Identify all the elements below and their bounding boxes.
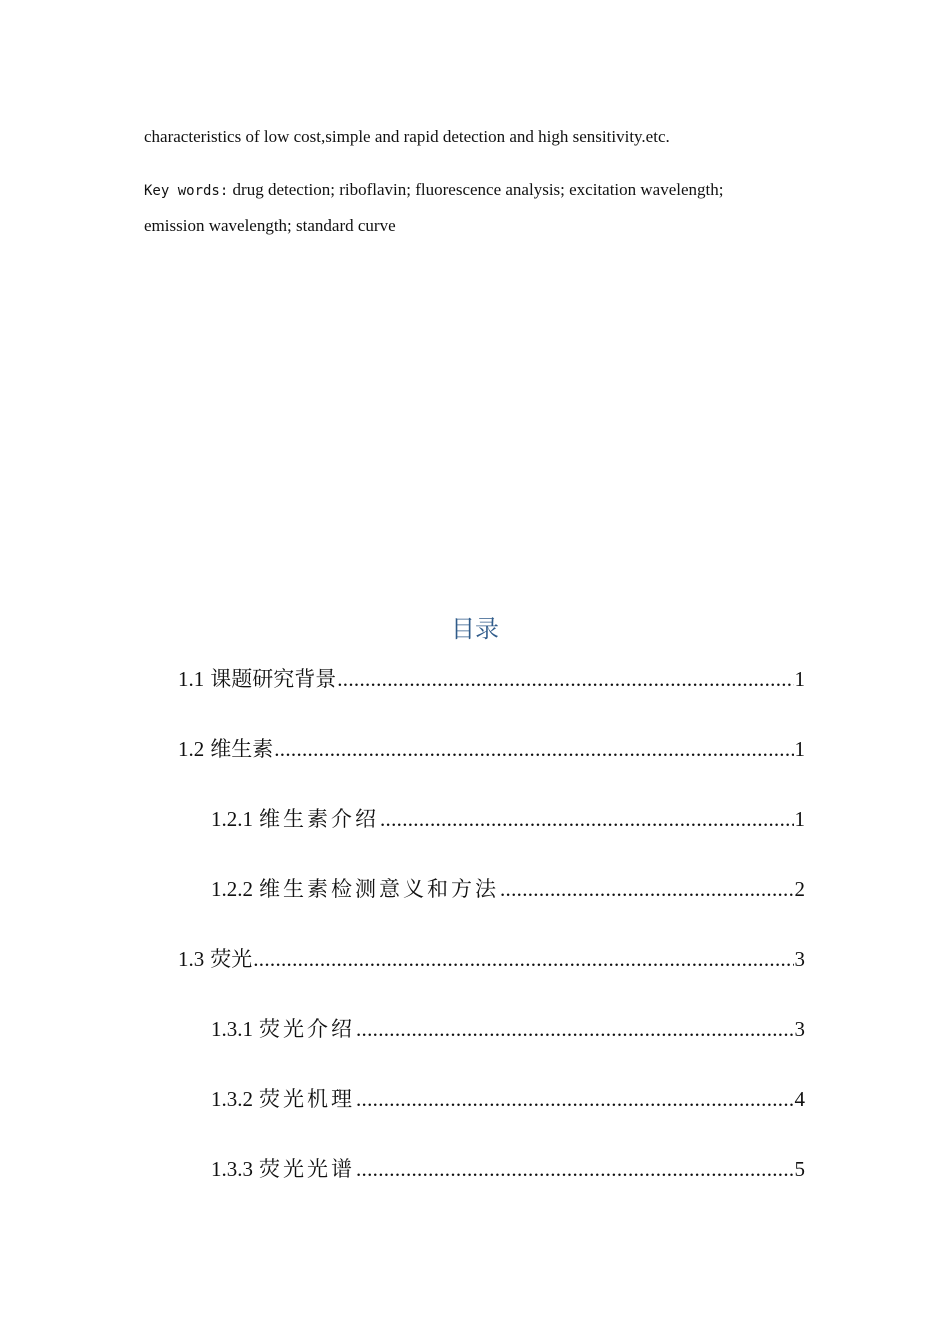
toc-dot-leader	[356, 1085, 794, 1113]
toc-entry-number: 1.2.1	[211, 807, 253, 831]
abstract-text-line: characteristics of low cost,simple and rapid detection and high sensitivity.etc.	[144, 127, 670, 146]
toc-dot-leader	[253, 945, 793, 973]
toc-entry-page: 3	[794, 1017, 805, 1041]
toc-title: 目录	[451, 615, 499, 643]
toc-entry-number: 1.2.2	[211, 877, 253, 901]
toc-entry-number: 1.3.3	[211, 1157, 253, 1181]
toc-entry-number: 1.3.1	[211, 1017, 253, 1041]
keywords-line	[144, 180, 724, 201]
toc-entry-number: 1.1	[178, 667, 205, 691]
toc-entry-title: 荧光介绍	[259, 1017, 355, 1041]
toc-entry-page: 1	[794, 737, 805, 761]
toc-dot-leader	[356, 1015, 794, 1043]
toc-entry-number: 1.3	[178, 947, 205, 971]
toc-entry[interactable]	[178, 945, 805, 973]
keywords-text: drug detection; riboflavin; fluorescence analysis; excitation wavelength;	[232, 180, 724, 199]
toc-dot-leader	[337, 665, 793, 693]
toc-entry[interactable]	[211, 805, 805, 833]
toc-entry-title: 荧光光谱	[259, 1157, 355, 1181]
toc-entry-title: 荧光机理	[259, 1087, 355, 1111]
toc-entry[interactable]	[178, 735, 805, 763]
toc-entry[interactable]	[211, 875, 805, 903]
toc-entry-number: 1.2	[178, 737, 205, 761]
toc-entry[interactable]	[178, 665, 805, 693]
toc-entry-page: 3	[794, 947, 805, 971]
toc-entry-number: 1.3.2	[211, 1087, 253, 1111]
toc-entry-page: 4	[794, 1087, 805, 1111]
toc-entry-title: 课题研究背景	[210, 667, 337, 691]
toc-entry-page: 2	[794, 877, 805, 901]
toc-entry-title: 维生素检测意义和方法	[259, 877, 499, 901]
toc-entry-title: 荧光	[210, 947, 253, 971]
toc-dot-leader	[274, 735, 793, 763]
keywords-label: Key words:	[144, 183, 229, 199]
toc-entry[interactable]	[211, 1085, 805, 1113]
toc-entry-title: 维生素介绍	[259, 807, 379, 831]
toc-entry[interactable]	[211, 1015, 805, 1043]
toc-entry-title: 维生素	[210, 737, 274, 761]
toc-dot-leader	[500, 875, 794, 903]
keywords-continuation: emission wavelength; standard curve	[144, 216, 396, 235]
toc-entry-page: 5	[794, 1157, 805, 1181]
toc-entry-page: 1	[794, 807, 805, 831]
toc-dot-leader	[380, 805, 794, 833]
toc-dot-leader	[356, 1155, 794, 1183]
toc-entry[interactable]	[211, 1155, 805, 1183]
toc-entry-page: 1	[794, 667, 805, 691]
